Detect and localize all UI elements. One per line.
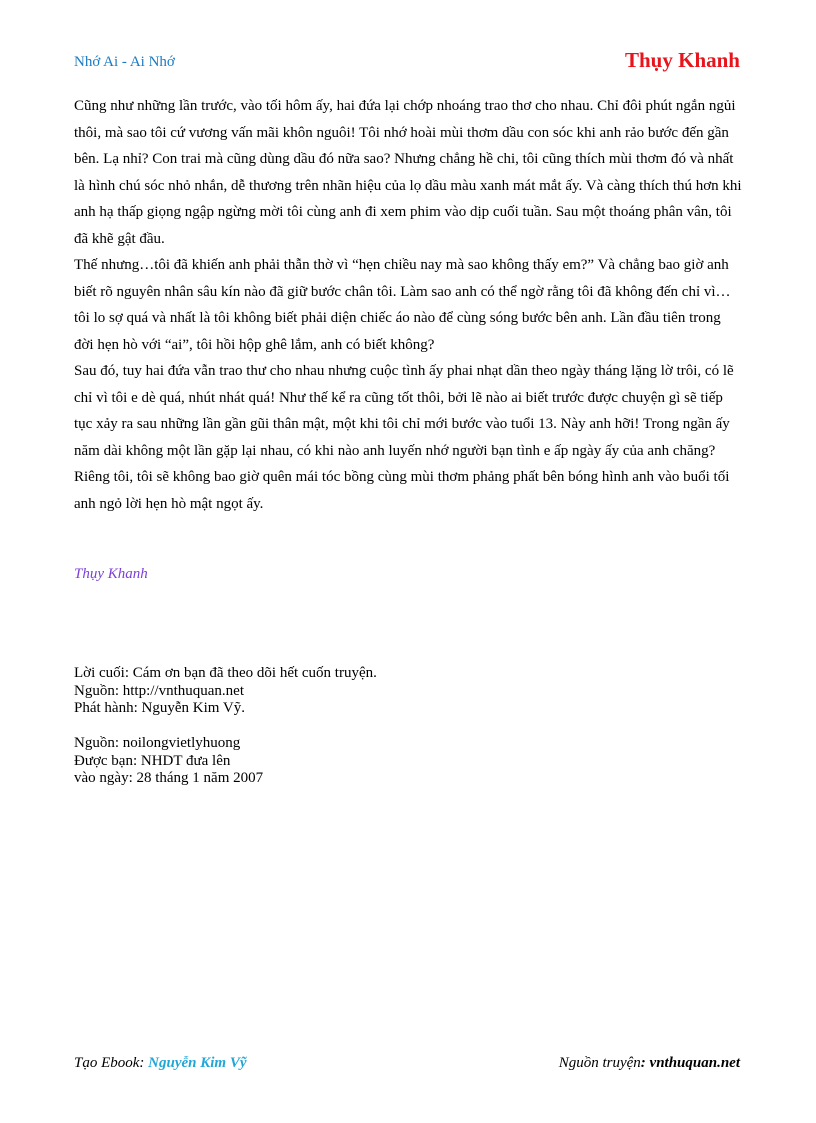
note-source-url: Nguồn: http://vnthuquan.net	[74, 682, 244, 699]
source-site: vnthuquan.net	[649, 1055, 740, 1071]
note-uploader: Được bạn: NHDT đưa lên	[74, 752, 231, 769]
paragraph-2: Thế nhưng…tôi đã khiến anh phải thẫn thờ vì “hẹn chiều nay mà sao không thấy em?” Và chẳng bao giờ anh biết rõ nguyên nhân sâu kín nào đã giữ bước chân tôi. Làm sao anh có thể ngờ rằng tôi đã không đến chỉ vì…tôi lo sợ quá và nhất là tôi không biết phải diện chiếc áo nào để cùng sóng bước bên anh. Lần đầu tiên trong đời hẹn hò với “ai”, tôi hồi hộp ghê lắm, anh có biết không?	[74, 257, 731, 353]
page-header	[74, 46, 740, 76]
paragraph-1: Cũng như những lần trước, vào tối hôm ấy, hai đứa lại chớp nhoáng trao thơ cho nhau. Chỉ đôi phút ngắn ngủi thôi, mà sao tôi cứ vương vấn mãi khôn nguôi! Tôi nhớ hoài mùi thơm dầu con sóc khi anh rảo bước đến gần bên. Lạ nhỉ? Con trai mà cũng dùng dầu đó nữa sao? Nhưng chẳng hề chi, tôi cũng thích mùi thơm đó và nhất là hình chú sóc nhỏ nhắn, dễ thương trên nhãn hiệu của lọ dầu màu xanh mát mắt ấy. Và càng thích thú hơn khi anh hạ thấp giọng ngập ngừng mời tôi cùng anh đi xem phim vào dịp cuối tuần. Sau một thoáng phân vân, tôi đã khẽ gật đầu.	[74, 98, 742, 247]
closing-notes	[74, 665, 377, 788]
note-publisher: Phát hành: Nguyễn Kim Vỹ.	[74, 700, 245, 716]
note-upload-date: vào ngày: 28 tháng 1 năm 2007	[74, 770, 264, 786]
paragraph-3: Sau đó, tuy hai đứa vẫn trao thư cho nhau nhưng cuộc tình ấy phai nhạt dần theo ngày tháng lặng lờ trôi, có lẽ chỉ vì tôi e dè quá, nhút nhát quá! Như thế kể ra cũng tốt thôi, bởi lẽ nào ai biết trước được chuyện gì sẽ tiếp tục xảy ra sau những lần gần gũi thân mật, một khi tôi chỉ mới bước vào tuổi 13. Này anh hỡi! Trong ngần ấy năm dài không một lần gặp lại nhau, có khi nào anh luyến nhớ người bạn tình e ấp ngày ấy của anh chăng? Riêng tôi, tôi sẽ không bao giờ quên mái tóc bồng cùng mùi thơm phảng phất bên bóng hình anh vào buổi tối anh ngỏ lời hẹn hò mật ngọt ấy.	[74, 363, 734, 512]
source-label: Nguồn truyện	[558, 1055, 641, 1071]
page-footer	[74, 1055, 740, 1077]
signature: Thụy Khanh	[74, 566, 148, 582]
ebook-creator-name: Nguyễn Kim Vỹ	[148, 1055, 247, 1071]
note-source: Nguồn: noilongvietlyhuong	[74, 735, 241, 751]
author-name: Thụy Khanh	[625, 48, 740, 72]
story-title: Nhớ Ai - Ai Nhớ	[74, 54, 175, 70]
ebook-label: Tạo Ebook	[74, 1055, 140, 1071]
ebook-credit: Tạo Ebook: Nguyễn Kim Vỹ	[74, 1055, 247, 1071]
notes-spacer	[74, 718, 377, 736]
story-body	[74, 93, 744, 517]
source-credit: Nguồn truyện: vnthuquan.net	[558, 1055, 740, 1071]
note-closing-words: Lời cuối: Cám ơn bạn đã theo dõi hết cuốn truyện.	[74, 665, 377, 681]
